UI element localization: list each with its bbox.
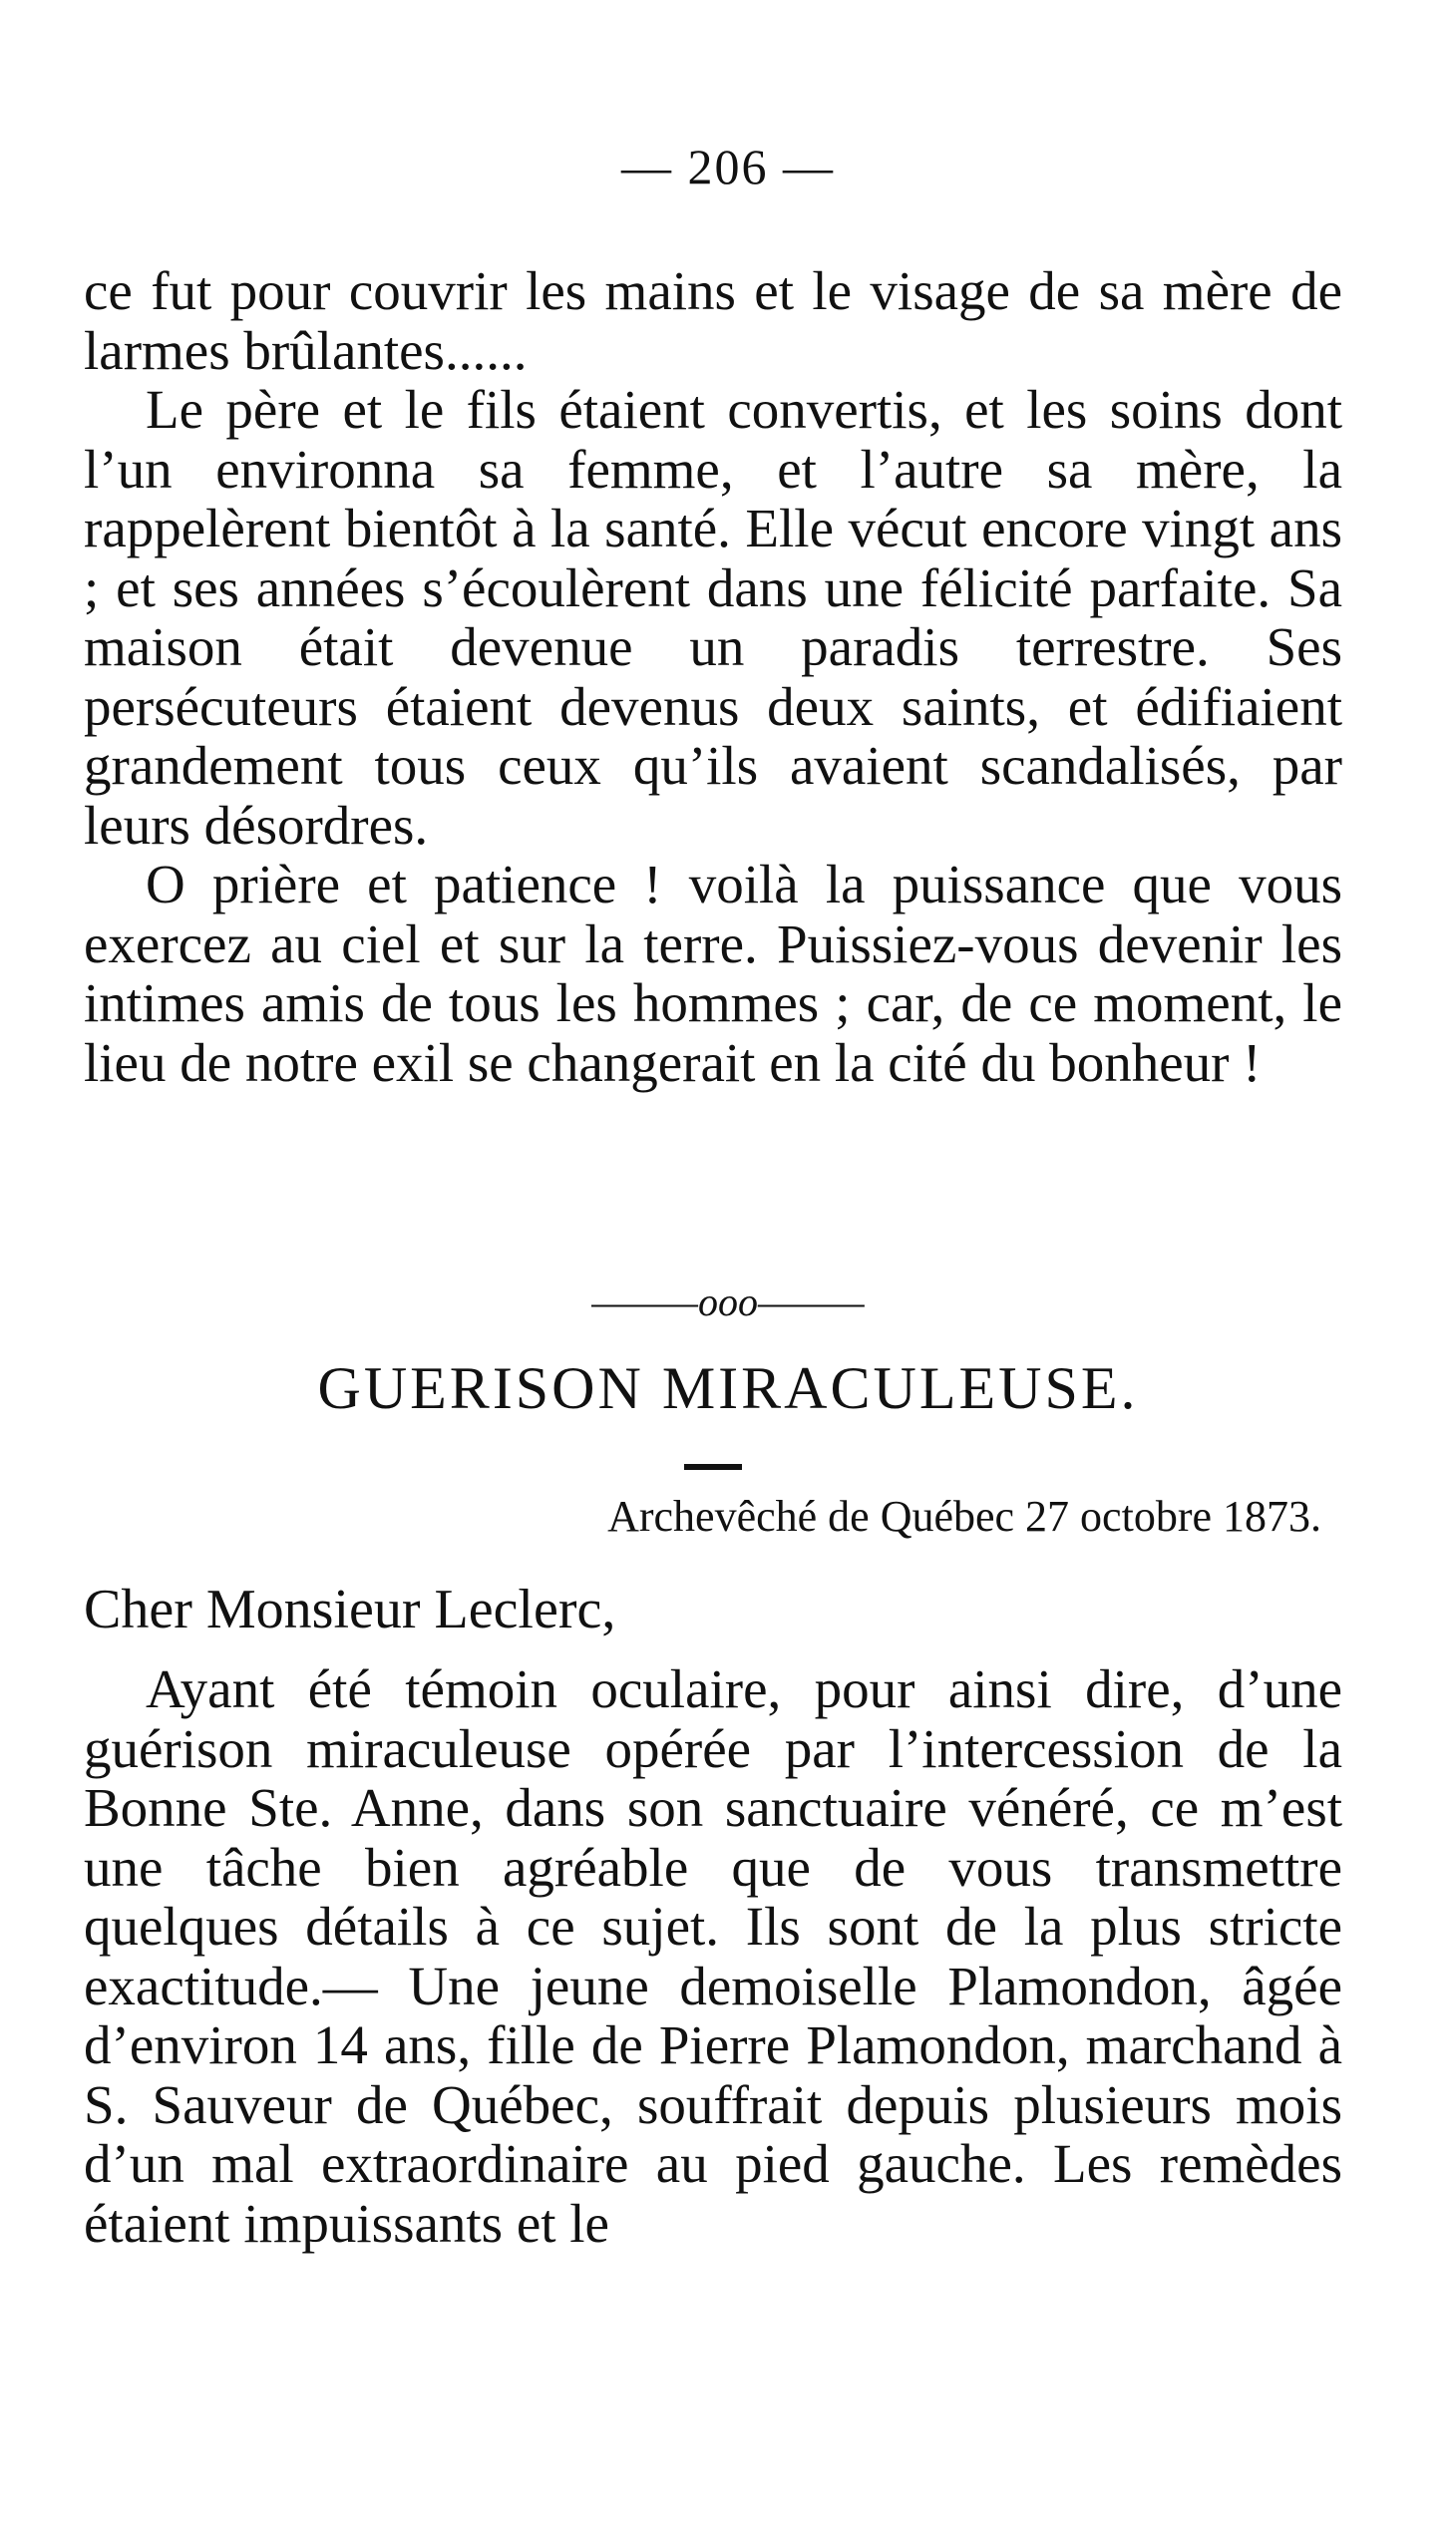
section-divider: ———ooo———: [591, 1279, 865, 1324]
page-number: — 206 —: [621, 139, 835, 194]
title-rule: [684, 1464, 742, 1470]
paragraph-continued: ce fut pour couvrir les mains et le visage de sa mère de larmes brûlantes......: [84, 260, 1342, 381]
paragraph-prayer: O prière et patience ! voilà la puissance que vous exercez au ciel et sur la terre. Puissiez-vous devenir les intimes amis de tous les hommes ; car, de ce moment, le lieu de notre exil se changerait en la cité du bonheur !: [84, 854, 1342, 1093]
section-title: GUERISON MIRACULEUSE.: [317, 1355, 1139, 1421]
story-conclusion: [84, 261, 1342, 1092]
paragraph-conversion: Le père et le fils étaient convertis, et les soins dont l’un environna sa femme, et l’autre sa mère, la rappelèrent bientôt à la santé. Elle vécut encore vingt ans ; et ses années s’écoulèrent dans une félicité parfaite. Sa maison était devenue un paradis terrestre. Ses persécuteurs étaient devenus deux saints, et édifiaient grandement tous ceux qu’ils avaient scandalisés, par leurs désordres.: [84, 379, 1342, 856]
letter-paragraph: Ayant été témoin oculaire, pour ainsi dire, d’une guérison miraculeuse opérée par l’intercession de la Bonne Ste. Anne, dans son sanctuaire vénéré, ce m’est une tâche bien agréable que de vous transmettre quelques détails à ce sujet. Ils sont de la plus stricte exactitude.— Une jeune demoiselle Plamondon, âgée d’environ 14 ans, fille de Pierre Plamondon, marchand à S. Sauveur de Québec, souffrait depuis plusieurs mois d’un mal extraordinaire au pied gauche. Les remèdes étaient impuissants et le: [84, 1658, 1342, 2254]
letter-body: [84, 1659, 1342, 2253]
letter-salutation: Cher Monsieur Leclerc,: [84, 1579, 616, 1640]
letter-dateline: Archevêché de Québec 27 octobre 1873.: [607, 1492, 1321, 1541]
